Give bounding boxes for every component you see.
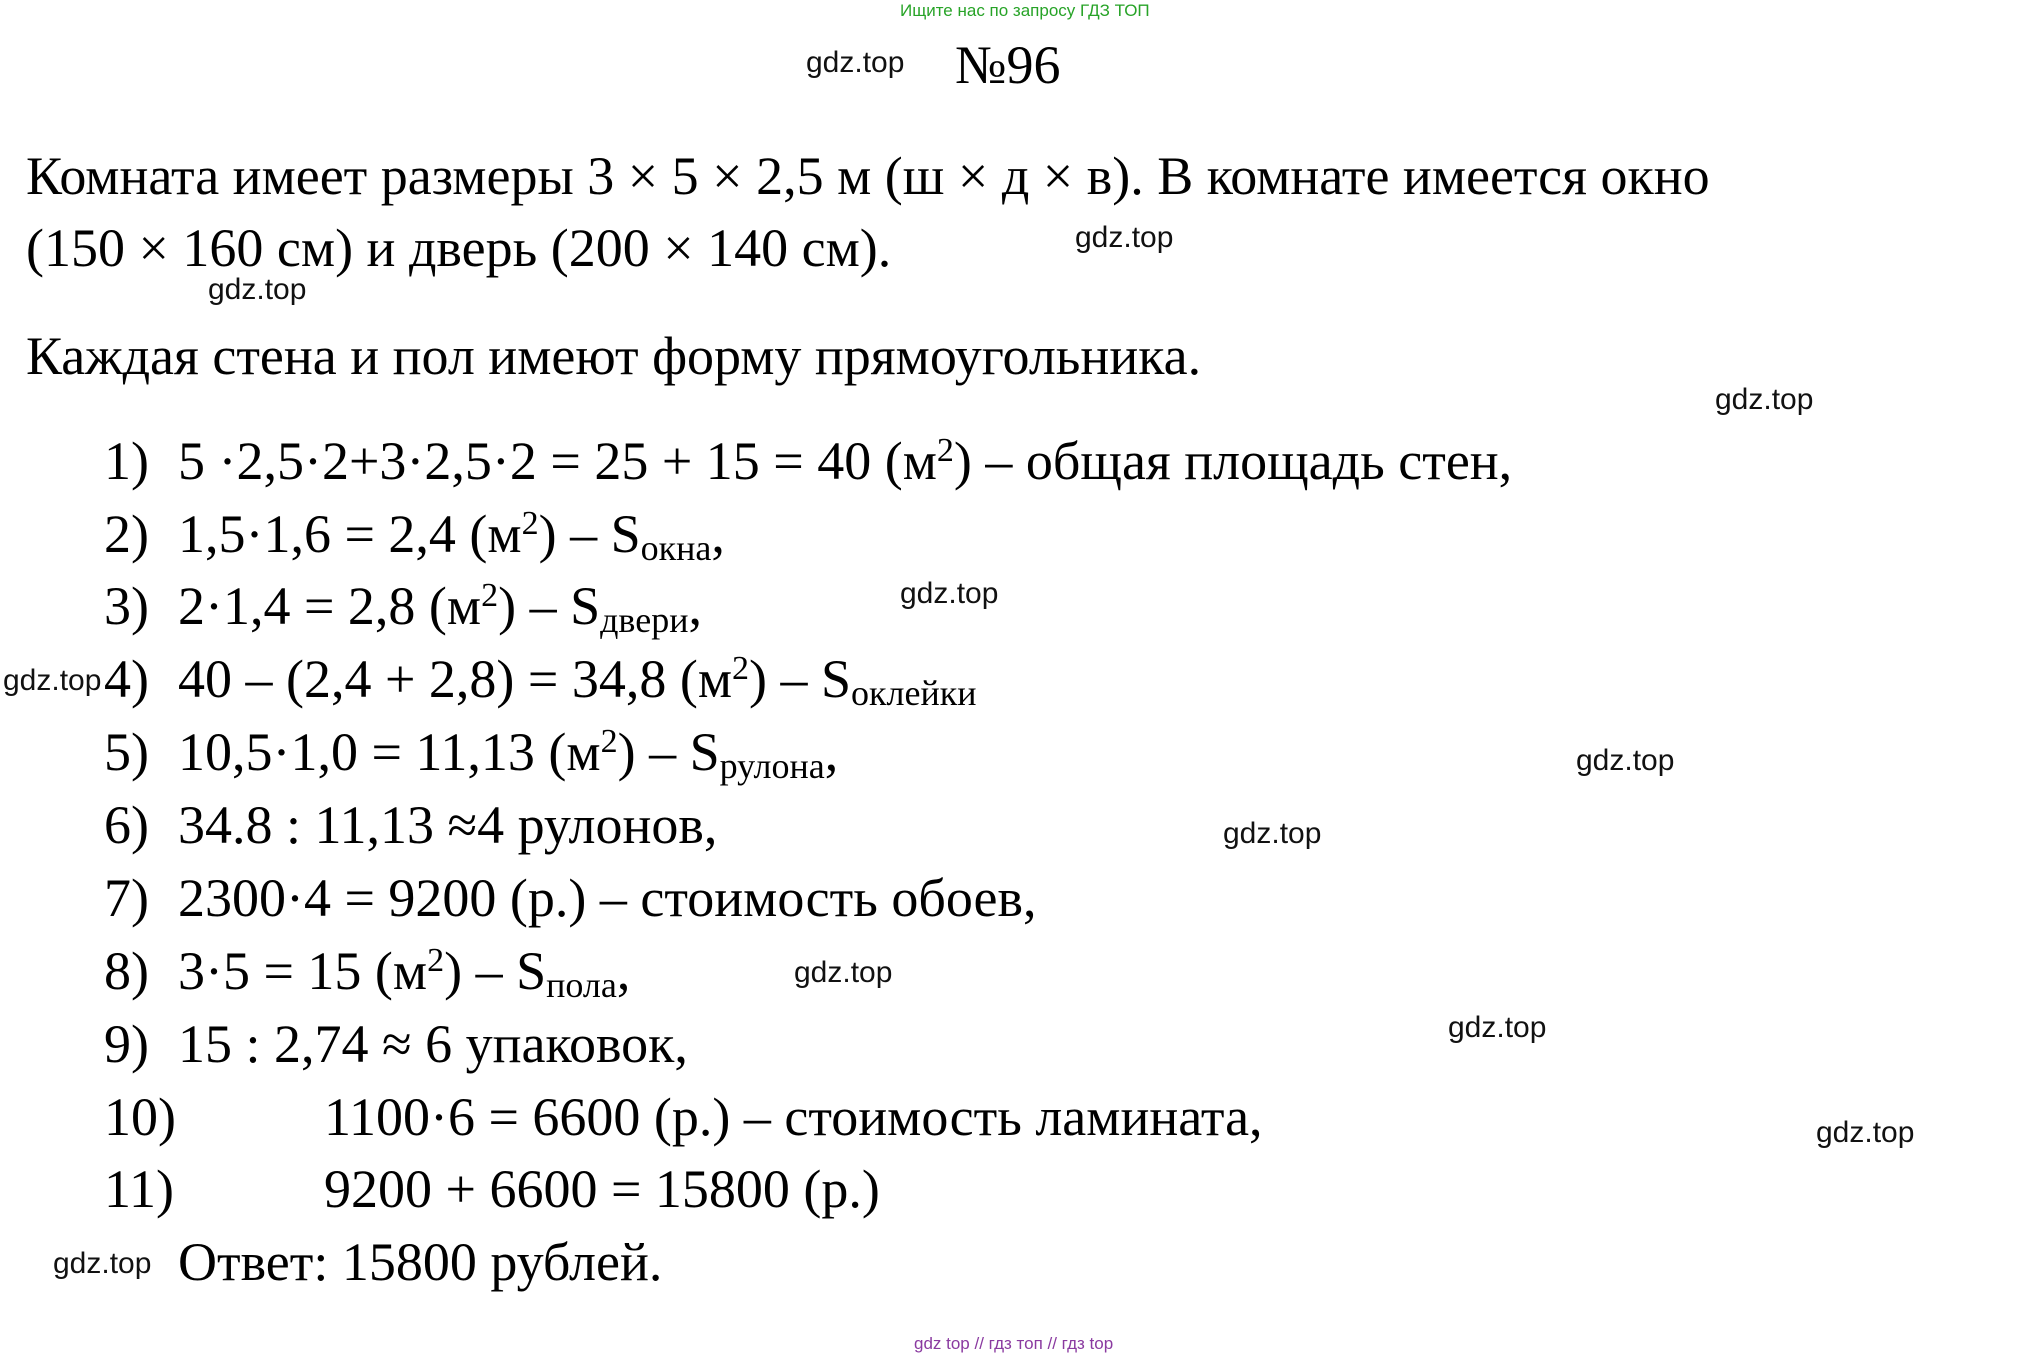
step-text: 1,5·1,6 = 2,4 (м	[178, 504, 522, 564]
solution-step-7	[104, 867, 1036, 929]
step-subscript: оклейки	[851, 673, 977, 713]
step-tail: ,	[711, 504, 725, 564]
solution-step-1	[104, 430, 1512, 492]
step-number: 10)	[104, 1087, 176, 1147]
step-subscript: рулона	[719, 746, 825, 786]
answer: Ответ: 15800 рублей.	[178, 1232, 663, 1292]
watermark: gdz.top	[794, 956, 893, 989]
solution-step-11	[104, 1158, 880, 1220]
watermark: gdz.top	[1448, 1011, 1547, 1044]
watermark: gdz.top	[1576, 744, 1675, 777]
watermark: gdz.top	[3, 664, 102, 697]
watermark: gdz.top	[53, 1247, 152, 1280]
task-number: №96	[955, 35, 1061, 95]
solution-step-5	[104, 721, 838, 787]
step-number: 7)	[104, 868, 149, 928]
step-superscript: 2	[427, 942, 445, 979]
watermark: gdz.top	[1715, 383, 1814, 416]
watermark: gdz.top	[806, 46, 905, 79]
top-search-note: Ищите нас по запросу ГДЗ ТОП	[900, 1, 1150, 20]
step-subscript: окна	[640, 528, 712, 568]
problem-line-2: (150 × 160 см) и дверь (200 × 140 см).	[26, 218, 892, 278]
step-text: 15 : 2,74 ≈ 6 упаковок,	[178, 1014, 688, 1074]
solution-step-2	[104, 503, 725, 569]
solution-step-9	[104, 1013, 688, 1075]
solution-step-8	[104, 940, 630, 1006]
step-text: 34.8 : 11,13 ≈4 рулонов,	[178, 795, 718, 855]
step-text: ) – S	[617, 722, 720, 782]
step-text: 2·1,4 = 2,8 (м	[178, 576, 482, 636]
solution-step-10	[104, 1086, 1263, 1148]
step-text: 40 – (2,4 + 2,8) = 34,8 (м	[178, 649, 733, 709]
step-superscript: 2	[481, 577, 499, 614]
step-number: 2)	[104, 504, 149, 564]
step-subscript: двери	[600, 600, 689, 640]
problem-line-1: Комната имеет размеры 3 × 5 × 2,5 м (ш × д × в). В комнате имеется окно	[26, 146, 1710, 206]
solution-step-3	[104, 575, 702, 641]
step-tail: ,	[616, 941, 631, 1001]
step-number: 11)	[104, 1159, 174, 1219]
step-number: 5)	[104, 722, 149, 782]
step-text: 10,5·1,0 = 11,13 (м	[178, 722, 601, 782]
step-tail: ,	[824, 722, 839, 782]
step-text: 1100·6 = 6600 (р.) – стоимость ламината,	[324, 1087, 1263, 1147]
solution-step-4	[104, 648, 977, 714]
step-superscript: 2	[936, 432, 954, 469]
step-text: ) – S	[444, 941, 547, 1001]
watermark: gdz.top	[1816, 1116, 1915, 1149]
step-subscript: пола	[546, 965, 617, 1005]
step-tail: ,	[688, 576, 702, 636]
step-number: 8)	[104, 941, 149, 1001]
watermark: gdz.top	[1075, 221, 1174, 254]
step-number: 9)	[104, 1014, 149, 1074]
step-text: 9200 + 6600 = 15800 (р.)	[324, 1159, 880, 1219]
watermark: gdz.top	[208, 273, 307, 306]
step-superscript: 2	[521, 505, 539, 542]
step-text: ) – S	[498, 576, 601, 636]
step-number: 6)	[104, 795, 149, 855]
watermark: gdz.top	[900, 577, 999, 610]
step-number: 3)	[104, 576, 149, 636]
step-text: ) – общая площадь стен,	[953, 431, 1513, 491]
step-superscript: 2	[732, 650, 750, 687]
step-text: 2300·4 = 9200 (р.) – стоимость обоев,	[178, 868, 1037, 928]
step-superscript: 2	[600, 723, 618, 760]
step-number: 1)	[104, 431, 149, 491]
solution-step-6	[104, 794, 717, 856]
bottom-note: gdz top // гдз топ // гдз top	[914, 1334, 1114, 1353]
watermark: gdz.top	[1223, 817, 1322, 850]
step-number: 4)	[104, 649, 149, 709]
step-text: 5 ·2,5·2+3·2,5·2 = 25 + 15 = 40 (м	[178, 431, 937, 491]
step-text: ) – S	[749, 649, 852, 709]
problem-line-3: Каждая стена и пол имеют форму прямоугольника.	[26, 326, 1202, 386]
step-text: 3·5 = 15 (м	[178, 941, 428, 1001]
step-text: ) – S	[538, 504, 641, 564]
